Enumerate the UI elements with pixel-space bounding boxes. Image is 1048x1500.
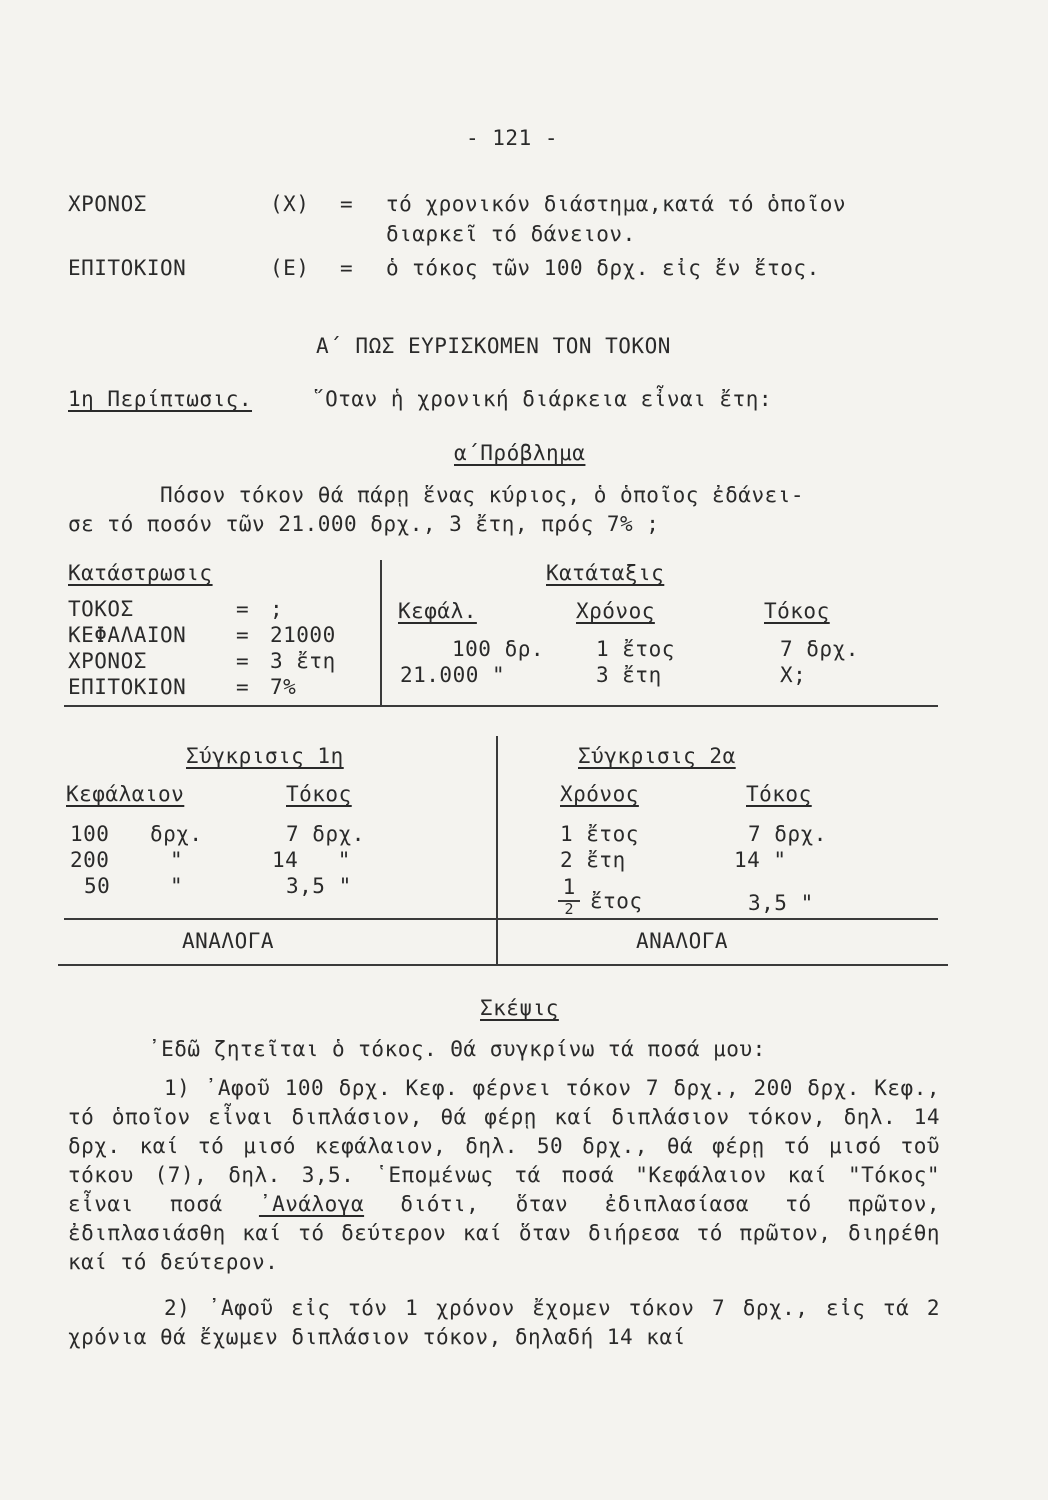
comparison1-capital-1: 200 [70, 848, 110, 872]
time-definition-line2: διαρκεῖ τό δάνειον. [386, 222, 636, 246]
comparison1-unit-2: " [170, 874, 184, 898]
paragraph1-body: 1) ᾿Αφοῦ 100 δρχ. Κεφ. φέρνει τόκον 7 δρχ., 200 δρχ. Κεφ., τό ὁποῖον εἶναι διπλάσιον, θά φέρῃ καί διπλάσιον τόκον, δηλ. 14 δρχ. καί τό μισό κεφάλαιον, δηλ. 50 δρχ., θά φέρῃ τό μισό τοῦ τόκου (7), δηλ. 3,5. ῾Επομένως τά ποσά "Κεφάλαιον καί "Τόκος" εἶναι ποσά [68, 1076, 940, 1216]
katataxis-time-1: 3 ἔτη [596, 663, 662, 687]
rate-eq: = [340, 256, 354, 280]
comparison2-frac-time-word: ἔτος [590, 889, 643, 913]
problem-line1: Πόσον τόκον θά πάρῃ ἕνας κύριος, ὁ ὁποῖος ἐδάνει- [160, 483, 805, 507]
katastrosis-value-3: 7% [270, 675, 297, 699]
comparison1-capital-0: 100 [70, 822, 110, 846]
katastrosis-value-2: 3 ἔτη [270, 649, 336, 673]
comparison1-interest-1: 14 " [272, 848, 351, 872]
rate-definition: ὁ τόκος τῶν 100 δρχ. εἰς ἔν ἔτος. [386, 256, 820, 280]
case-text: ῞Οταν ἡ χρονική διάρκεια εἶναι ἔτη: [312, 387, 773, 411]
table2-bottom-rule [58, 964, 948, 966]
rate-term: ΕΠΙΤΟΚΙΟΝ [68, 256, 187, 280]
katastrosis-label-0: ΤΟΚΟΣ [68, 597, 134, 621]
comparison2-col-interest: Τόκος [746, 782, 812, 806]
fraction-numerator: 1 [562, 875, 576, 899]
reasoning-heading: Σκέψις [480, 996, 559, 1020]
comparison1-col-capital: Κεφάλαιον [66, 782, 185, 806]
katastrosis-eq-3: = [236, 675, 250, 699]
comparison1-capital-2: 50 [84, 874, 111, 898]
comparison1-interest-2: 3,5 " [286, 874, 352, 898]
katataxis-interest-1: Χ; [780, 663, 807, 687]
comparison2-result: ΑΝΑΛΟΓΑ [636, 929, 729, 953]
comparison2-interest-1: 14 " [734, 848, 787, 872]
time-term: ΧΡΟΝΟΣ [68, 192, 147, 216]
comparison2-interest-0: 7 δρχ. [748, 822, 827, 846]
katastrosis-label-3: ΕΠΙΤΟΚΙΟΝ [68, 675, 187, 699]
time-symbol: (Χ) [270, 192, 310, 216]
katataxis-heading: Κατάταξις [546, 561, 665, 585]
katataxis-interest-0: 7 δρχ. [780, 637, 859, 661]
time-eq: = [340, 192, 354, 216]
comparison1-interest-0: 7 δρχ. [286, 822, 365, 846]
comparison1-unit-0: δρχ. [150, 822, 203, 846]
reasoning-intro: ᾿Εδῶ ζητεῖται ὁ τόκος. Θά συγκρίνω τά ποσά μου: [148, 1037, 766, 1061]
katastrosis-heading: Κατάστρωσις [68, 561, 213, 585]
paragraph1-underlined-word: ᾿Ανάλογα [258, 1192, 365, 1216]
comparison1-result: ΑΝΑΛΟΓΑ [182, 929, 275, 953]
comparison2-time-0: 1 ἔτος [560, 822, 639, 846]
katastrosis-value-1: 21000 [270, 623, 336, 647]
comparison1-unit-1: " [170, 848, 184, 872]
katastrosis-eq-0: = [236, 597, 250, 621]
paragraph1-tail: διότι, ὅταν ἐδιπλασίασα τό πρῶτον, ἐδιπλασιάσθη καί τό δεύτερον καί ὅταν διήρεσα τό πρῶτον, διηρέθη καί τό δεύτερον. [68, 1192, 940, 1274]
comparison1-heading: Σύγκρισις 1η [186, 744, 344, 768]
table1-divider [380, 560, 382, 706]
katastrosis-value-0: ; [270, 597, 284, 621]
table2-mid-rule [64, 918, 938, 920]
comparison2-frac-interest: 3,5 " [748, 891, 814, 915]
fraction-denominator: 2 [564, 900, 574, 918]
katastrosis-label-2: ΧΡΟΝΟΣ [68, 649, 147, 673]
katataxis-capital-1: 21.000 " [400, 663, 506, 687]
comparison2-col-time: Χρόνος [560, 782, 639, 806]
reasoning-paragraph-1 [68, 1074, 940, 1277]
rate-symbol: (Ε) [270, 256, 310, 280]
katataxis-capital-0: 100 δρ. [452, 637, 545, 661]
table1-bottom-rule [64, 705, 938, 707]
case-label: 1η Περίπτωσις. [68, 387, 253, 411]
katastrosis-eq-1: = [236, 623, 250, 647]
katastrosis-label-1: ΚΕΦΑΛΑΙΟΝ [68, 623, 187, 647]
katastrosis-eq-2: = [236, 649, 250, 673]
comparison1-col-interest: Τόκος [286, 782, 352, 806]
comparison2-time-1: 2 ἔτη [560, 848, 626, 872]
table2-divider [496, 736, 498, 966]
problem-line2: σε τό ποσόν τῶν 21.000 δρχ., 3 ἔτη, πρός 7% ; [68, 512, 660, 536]
problem-heading: α΄Πρόβλημα [454, 441, 586, 465]
time-definition-line1: τό χρονικόν διάστημα,κατά τό ὁποῖον [386, 192, 847, 216]
comparison2-heading: Σύγκρισις 2α [578, 744, 736, 768]
section-title: Α΄ ΠΩΣ ΕΥΡΙΣΚΟΜΕΝ ΤΟΝ ΤΟΚΟΝ [316, 334, 671, 358]
page-number: - 121 - [466, 126, 559, 150]
reasoning-paragraph-2: 2) ᾿Αφοῦ εἰς τόν 1 χρόνον ἔχομεν τόκον 7 δρχ., εἰς τά 2 χρόνια θά ἔχωμεν διπλάσιον τόκον, δηλαδή 14 καί [68, 1296, 940, 1349]
katataxis-col-capital: Κεφάλ. [398, 599, 477, 623]
katataxis-col-interest: Τόκος [764, 599, 830, 623]
katataxis-time-0: 1 ἔτος [596, 637, 675, 661]
katataxis-col-time: Χρόνος [576, 599, 655, 623]
comparison2-half-fraction [558, 875, 580, 918]
